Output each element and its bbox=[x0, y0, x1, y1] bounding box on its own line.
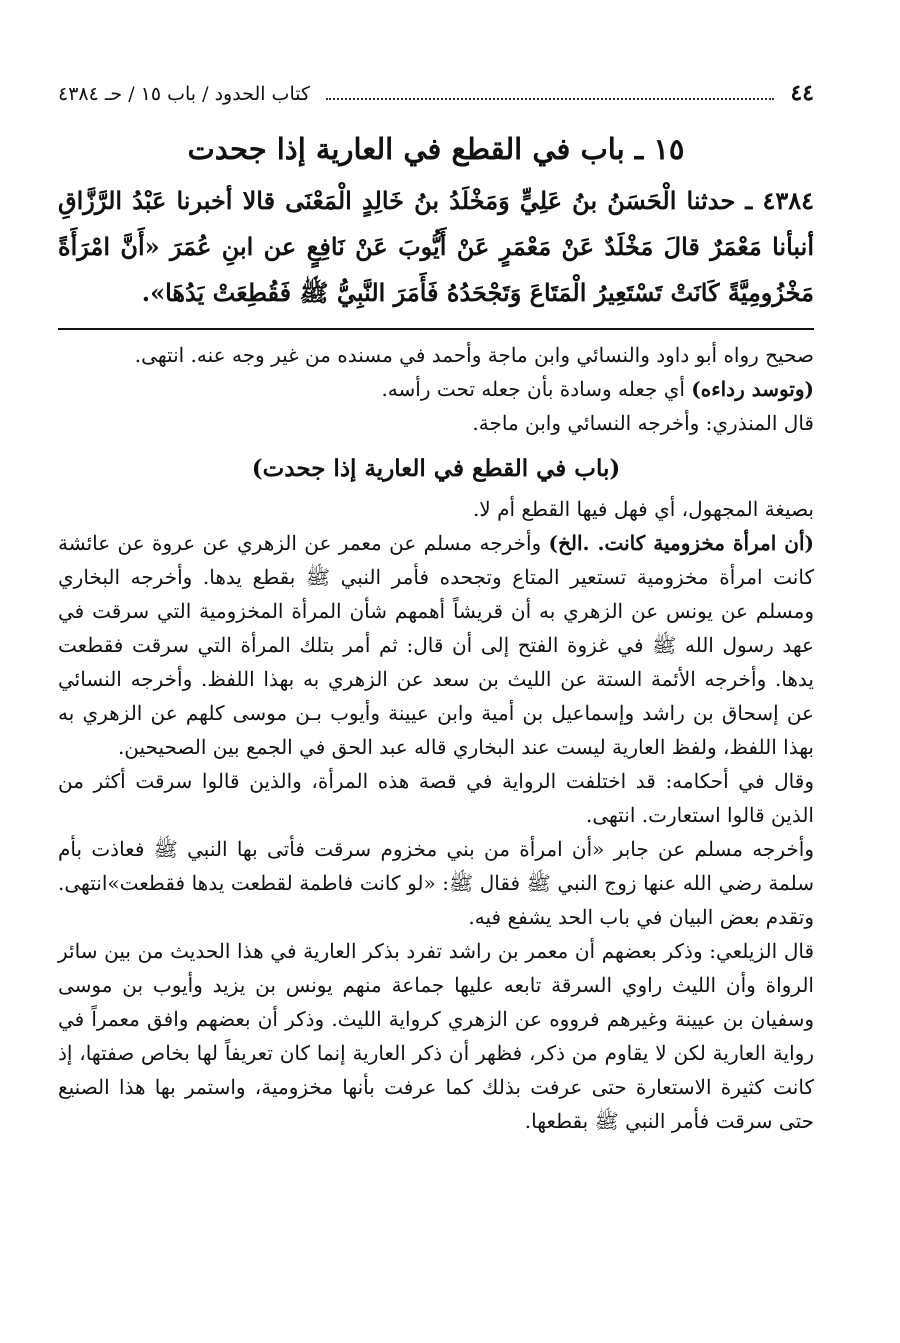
commentary-paragraph: قال الزيلعي: وذكر بعضهم أن معمر بن راشد تفرد بذكر العارية في هذا الحديث من بين سائر الرواة وأن الليث راوي السرقة تابعه عليها جماعة منهم يونس بن يزيد وأيوب بن موسى وسفيان بن عيينة وغيرهم فرووه عن الزهري كرواية الليث. وذكر أن بعضهم وافق معمراً في رواية العارية لكن لا يقاوم من ذكر، فظهر أن ذكر العارية إنما كان تعريفاً لها بخاص صفتها، إذ كانت كثيرة الاستعارة حتى عرفت بذلك كما عرفت بأنها مخزومية، واستمر بها هذا الصنيع حتى سرقت فأمر النبي ﷺ بقطعها. bbox=[58, 939, 814, 1133]
lemma: (أن امرأة مخزومية كانت. .الخ) bbox=[548, 531, 814, 555]
hadith-text: ٤٣٨٤ ـ حدثنا الْحَسَنُ بنُ عَلِيٍّ وَمَخْلَدُ بنُ خَالِدٍ الْمَعْنَى قالا أخبرنا عَبْدُ الرَّزَّاقِ أنبأنا مَعْمَرٌ قالَ مَخْلَدٌ عَنْ مَعْمَرٍ عَنْ أَيُّوبَ عَنْ نَافِعٍ عن ابنِ عُمَرَ «أَنَّ امْرَأَةً مَخْزُومِيَّةً كَانَتْ تَسْتَعِيرُ الْمَتَاعَ وَتَجْحَدُهُ فَأَمَرَ النَّبِيُّ ﷺ فَقُطِعَتْ يَدُهَا». bbox=[58, 186, 814, 307]
running-header bbox=[58, 80, 814, 120]
commentary bbox=[58, 338, 814, 1138]
book-page bbox=[58, 80, 814, 1138]
commentary-paragraph: صحيح رواه أبو داود والنسائي وابن ماجة وأحمد في مسنده من غير وجه عنه. انتهى. bbox=[134, 343, 814, 367]
page-number: ٤٤ bbox=[790, 80, 814, 106]
commentary-paragraph: بصيغة المجهول، أي فهل فيها القطع أم لا. bbox=[472, 497, 814, 521]
commentary-paragraph: (وتوسد رداءه) أي جعله وسادة بأن جعله تحت رأسه. bbox=[381, 377, 814, 401]
header-leader-dots bbox=[326, 88, 774, 100]
running-title: كتاب الحدود / باب ١٥ / حـ ٤٣٨٤ bbox=[58, 83, 311, 105]
lemma: (وتوسد رداءه) bbox=[691, 377, 814, 401]
divider-rule bbox=[58, 328, 814, 330]
chapter-title: ١٥ ـ باب في القطع في العارية إذا جحدت bbox=[187, 132, 685, 166]
commentary-paragraph: قال المنذري: وأخرجه النسائي وابن ماجة. bbox=[472, 411, 814, 435]
commentary-paragraph: وأخرجه مسلم عن جابر «أن امرأة من بني مخزوم سرقت فأتى بها النبي ﷺ فعاذت بأم سلمة رضي الله عنها زوج النبي ﷺ فقال ﷺ: «لو كانت فاطمة لقطعت يدها فقطعت»انتهى. وتقدم بعض البيان في باب الحد يشفع فيه. bbox=[58, 837, 814, 929]
commentary-paragraph: (أن امرأة مخزومية كانت. .الخ) وأخرجه مسلم عن معمر عن الزهري عن عروة عن عائشة كانت امرأة مخزومية تستعير المتاع وتجحده فأمر النبي ﷺ بقطع يدها. وأخرجه البخاري ومسلم عن يونس عن الزهري به أن قريشاً أهمهم شأن المرأة المخزومية التي سرقت في عهد رسول الله ﷺ في غزوة الفتح إلى أن قال: ثم أمر بتلك المرأة التي سرقت فقطعت يدها. وأخرجه الأئمة الستة عن الليث بن سعد عن الزهري به بهذا اللفظ. وأخرجه النسائي عن إسحاق بن راشد وإسماعيل بن أمية وابن عيينة وأيوب بـن موسى كلهم عن الزهري به بهذا اللفظ، ولفظ العارية ليست عند البخاري قاله عبد الحق في الجمع بين الصحيحين. bbox=[58, 531, 814, 759]
commentary-paragraph: وقال في أحكامه: قد اختلفت الرواية في قصة هذه المرأة، والذين قالوا سرقت أكثر من الذين قالوا استعارت. انتهى. bbox=[58, 769, 814, 827]
commentary-subheading: (باب في القطع في العارية إذا جحدت) bbox=[251, 455, 621, 482]
